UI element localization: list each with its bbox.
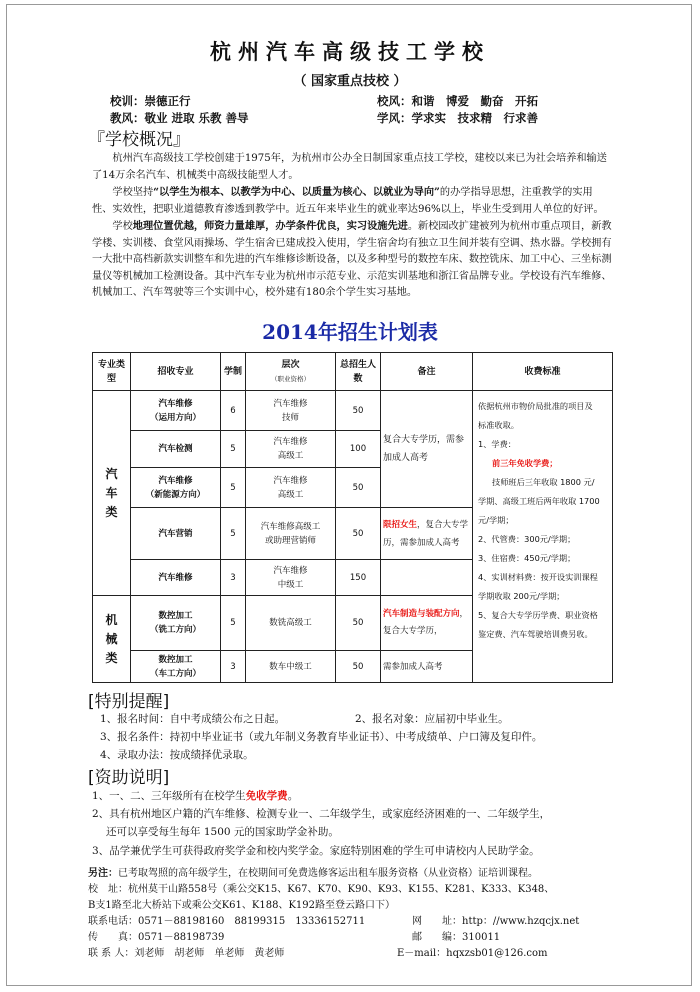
reminder-heading: [特别提醒] bbox=[88, 692, 170, 712]
overview-paragraph-2: 学校坚持“以学生为根本、以教学为中心、以质量为核心、以就业为导向”的办学指导思想，注重教学的实用性、实效性，把职业道德教育渗透到教学中。近五年来毕业生的就业率达96%以上，毕业生受到用人单位的好评。 bbox=[92, 186, 604, 215]
table-header-row bbox=[93, 353, 613, 391]
overview-heading: 『学校概况』 bbox=[88, 130, 190, 150]
reminder-item: 2、报名对象：应届初中毕业生。 bbox=[355, 713, 509, 725]
footer-email: E－mail：hqxzsb01@126.com bbox=[397, 948, 548, 959]
overview-paragraph-1: 杭州汽车高级技工学校创建于1975年，为杭州市公办全日制国家重点技工学校，建校以来已为社会培养和输送了14万余名汽车、机械类中高级技能型人才。 bbox=[92, 153, 607, 181]
aid-item: 1、一、二、三年级所有在校学生免收学费。 bbox=[92, 790, 299, 802]
table-row: 汽车检测 5 汽车维修 高级工 100 bbox=[93, 431, 613, 468]
reminder-item: 3、报名条件：持初中毕业证书（或九年制义务教育毕业证书）、中考成绩单、户口簿及复印件。 bbox=[100, 731, 543, 743]
motto-xiaofeng: 校风：和谐 博爱 勤奋 开拓 bbox=[377, 94, 538, 108]
overview-text bbox=[92, 151, 612, 302]
plan-title: 2014年招生计划表 bbox=[262, 320, 438, 344]
header-fee: 收费标准 bbox=[473, 353, 613, 391]
footer-website: 网 址：http：//www.hzqcjx.net bbox=[412, 916, 580, 927]
table-row: 汽车维修 3 汽车维修 中级工 150 bbox=[93, 560, 613, 596]
category-mech: 机械类 bbox=[93, 596, 131, 683]
aid-item: 3、品学兼优学生可获得政府奖学金和校内奖学金。家庭特别困难的学生可申请校内人民助学金。 bbox=[92, 845, 540, 857]
table-row: 汽车营销 5 汽车维修高级工 或助理营销师 50 限招女生，复合大专学历，需参加成人高考 bbox=[93, 508, 613, 560]
school-subtitle: （ 国家重点技校 ） bbox=[293, 74, 407, 89]
fee-standard: 依据杭州市物价局批准的项目及 标准收取。 1、学费： 前三年免收学费； 技师班后三年收取 1800 元/ 学期、高级工班后两年收取 1700 元/学期； 2、代管费：300元/学期； 3、住宿费：450元/学期； 4、实训材料费：按开设实训课程 学期收取 200元/学期； 5、复合大专学历学费、职业资格 鉴定费、汽车驾驶培训费另收。 bbox=[473, 391, 613, 683]
reminder-item: 1、报名时间：自中考成绩公布之日起。 bbox=[100, 713, 286, 725]
motto-jiaofeng: 教风：敬业 进取 乐教 善导 bbox=[110, 111, 249, 125]
header-remark: 备注 bbox=[381, 353, 473, 391]
header-quota: 总招生人数 bbox=[336, 353, 381, 391]
footer-postcode: 邮 编：310011 bbox=[412, 932, 501, 943]
remark-adult-exam: 复合大专学历，需参加成人高考 bbox=[381, 391, 473, 508]
motto-xiaoxun: 校训：崇德正行 bbox=[110, 94, 191, 108]
header-years: 学制 bbox=[221, 353, 246, 391]
aid-heading: [资助说明] bbox=[88, 768, 170, 788]
overview-paragraph-3: 学校地理位置优越，师资力量雄厚，办学条件优良，实习设施先进。新校园改扩建被列为杭州市重点项目，新教学楼、实训楼、食堂风雨操场、学生宿舍已建成投入使用，学生宿舍均有独立卫生间并装有空调、热水器。学校拥有一大批中高档新款实训整车和先进的汽车维修诊断设备，以及多种型号的数控车床、数控铣床、加工中心、三坐标测量仪等机械加工检测设备。其中汽车专业为杭州市示范专业、示范实训基地和浙江省品牌专业。学校设有汽车维修、机械加工、汽车驾驶等三个实训中心，校外建有180余个学生实习基地。 bbox=[92, 220, 612, 298]
aid-item: 2、具有杭州地区户籍的汽车维修、检测专业一、二年级学生，或家庭经济困难的一、二年级学生， bbox=[92, 808, 551, 820]
table-row: 机械类 数控加工 （铣工方向） 5 数铣高级工 50 汽车制造与装配方向，复合大专学历， bbox=[93, 596, 613, 651]
footer-fax: 传 真：0571－88198739 bbox=[88, 932, 225, 943]
table-row: 汽车维修 （新能源方向） 5 汽车维修 高级工 50 bbox=[93, 468, 613, 508]
footer-note: 另注：已考取驾照的高年级学生，在校期间可免费选修客运出租车服务资格（从业资格）证培训课程。 bbox=[88, 868, 538, 879]
school-title: 杭州汽车高级技工学校 bbox=[210, 39, 490, 64]
header-level: 层次 （职业资格） bbox=[246, 353, 336, 391]
table-row: 汽车类 汽车维修 （运用方向） 6 汽车维修 技师 50 复合大专学历，需参加成人高考 依据杭州市物价局批准的项目及 标准收取。 1、学费： 前三年免收学费； 技师班后三年收取 1800 元/ 学期、高级工班后两年收取 1700 元/学期； 2、代管费：300元/学期； 3、住宿费：450元/学期； 4、实训材料费：按开设实训课程 学期收取 200元/学期； 5、复合大专学历学费、职业资格 鉴定费、汽车驾驶培训费另收。 bbox=[93, 391, 613, 431]
remark-female-only: 限招女生，复合大专学历，需参加成人高考 bbox=[381, 508, 473, 560]
aid-item: 还可以享受每生每年 1500 元的国家助学金补助。 bbox=[106, 826, 339, 838]
header-category: 专业类型 bbox=[93, 353, 131, 391]
remark-manufacturing: 汽车制造与装配方向，复合大专学历， bbox=[381, 596, 473, 651]
enrollment-plan-table bbox=[92, 352, 613, 683]
reminder-item: 4、录取办法：按成绩择优录取。 bbox=[100, 749, 254, 761]
footer-phone: 联系电话：0571－88198160 88199315 13336152711 bbox=[88, 916, 366, 927]
header-major: 招收专业 bbox=[131, 353, 221, 391]
motto-xuefeng: 学风：学求实 技求精 行求善 bbox=[377, 111, 538, 125]
category-auto: 汽车类 bbox=[93, 391, 131, 596]
table-row: 数控加工 （车工方向） 3 数车中级工 50 需参加成人高考 bbox=[93, 651, 613, 683]
footer-contact: 联 系 人：刘老师 胡老师 单老师 黄老师 bbox=[88, 948, 285, 959]
footer-address-2: B支1路至北大桥站下或乘公交K61、K188、K192路至登云路口下） bbox=[88, 900, 396, 911]
footer-address: 校 址：杭州莫干山路558号（乘公交K15、K67、K70、K90、K93、K155、K281、K333、K348、 bbox=[88, 884, 555, 895]
